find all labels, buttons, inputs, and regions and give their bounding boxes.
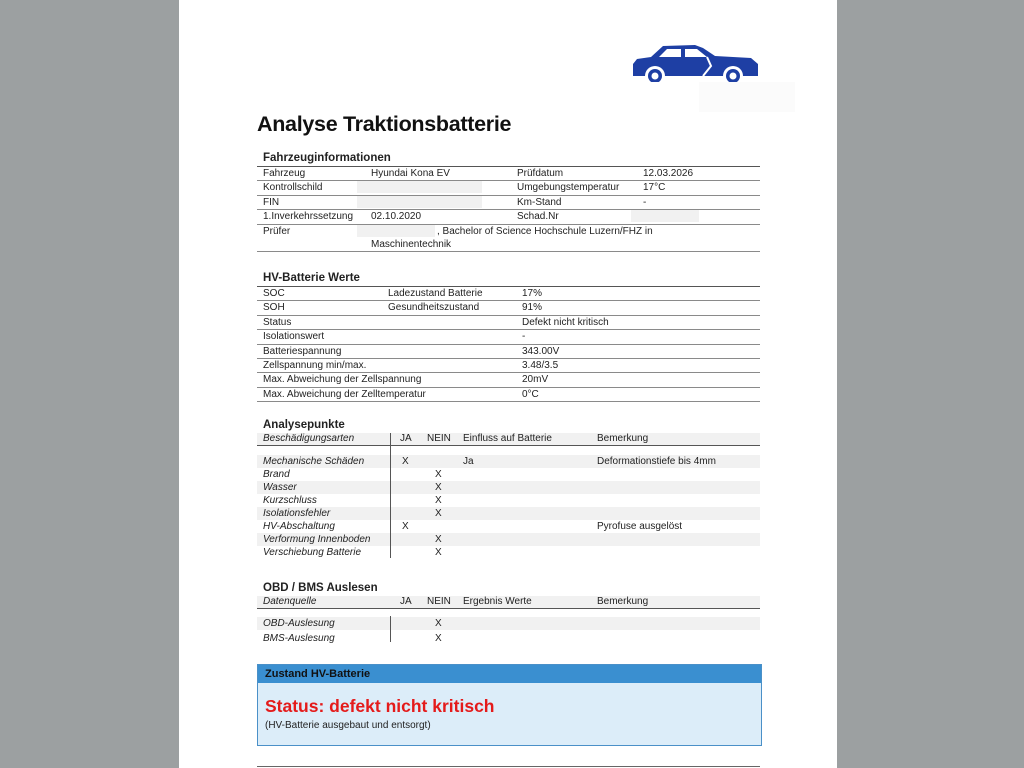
obd-item-no: X (435, 633, 442, 644)
obd-item-name: BMS-Auslesung (263, 633, 335, 644)
battery-state-heading: Zustand HV-Batterie (258, 665, 761, 683)
plate-row (257, 181, 760, 195)
logo-backdrop (699, 82, 795, 112)
cell-voltage-value: 3.48/3.5 (522, 359, 559, 371)
battery-state-status: Status: defekt nicht kritisch (265, 696, 495, 716)
obd-col-result: Ergebnis Werte (463, 596, 532, 607)
mileage-value: - (643, 196, 647, 208)
battery-value-row (257, 301, 760, 315)
analysis-divider (390, 433, 391, 558)
vehicle-row (257, 167, 760, 181)
analysis-item-name: Wasser (263, 482, 297, 493)
analysis-item-no: X (435, 547, 442, 558)
plate-label: Kontrollschild (263, 182, 323, 194)
inspector-label: Prüfer (263, 225, 291, 237)
analysis-row (257, 455, 760, 468)
analysis-row (257, 481, 760, 494)
battery-state-box (257, 664, 762, 746)
analysis-item-no: X (435, 508, 442, 519)
obd-col-remark: Bemerkung (597, 596, 649, 607)
soc-label: SOC (263, 288, 285, 299)
analysis-item-yes: X (402, 456, 409, 467)
insulation-label: Isolationswert (263, 331, 325, 343)
vehicle-label: Fahrzeug (263, 168, 306, 179)
analysis-item-remark: Pyrofuse ausgelöst (597, 521, 683, 532)
inspector-qualification: , Bachelor of Science Hochschule Luzern/FHZ in (437, 225, 653, 237)
analysis-item-name: Isolationsfehler (263, 508, 331, 519)
analysis-item-name: Brand (263, 469, 290, 480)
soh-value: 91% (522, 302, 543, 314)
obd-col-source: Datenquelle (263, 596, 317, 607)
obd-spacer (257, 609, 760, 617)
analysis-item-no: X (435, 482, 442, 493)
obd-item-no: X (435, 618, 442, 629)
battery-value-row (257, 373, 760, 387)
ambient-temp-value: 17°C (643, 182, 666, 194)
analysis-col-yes: JA (400, 433, 412, 444)
cell-voltage-dev-label: Max. Abweichung der Zellspannung (263, 374, 422, 386)
analysis-col-no: NEIN (427, 433, 451, 444)
footer-divider (257, 766, 760, 767)
vehicle-info-heading: Fahrzeuginformationen (257, 152, 760, 167)
analysis-item-name: Verformung Innenboden (263, 534, 371, 545)
analysis-row (257, 533, 760, 546)
insulation-value: - (522, 331, 526, 343)
analysis-item-no: X (435, 495, 442, 506)
analysis-col-remark: Bemerkung (597, 433, 649, 444)
soc-desc: Ladezustand Batterie (388, 288, 483, 299)
analysis-section (257, 419, 760, 559)
obd-divider (390, 616, 391, 642)
soh-label: SOH (263, 302, 285, 314)
battery-state-note: (HV-Batterie ausgebaut und entsorgt) (265, 720, 431, 731)
analysis-item-name: Kurzschluss (263, 495, 317, 506)
obd-col-yes: JA (400, 596, 412, 607)
analysis-col-damage: Beschädigungsarten (263, 433, 355, 444)
battery-values-section (257, 272, 760, 402)
obd-header-row (257, 596, 760, 609)
vin-label: FIN (263, 196, 280, 208)
vin-row (257, 196, 760, 210)
ambient-temp-label: Umgebungstemperatur (517, 182, 620, 194)
battery-values-heading: HV-Batterie Werte (257, 272, 760, 287)
analysis-row (257, 520, 760, 533)
analysis-header-row (257, 433, 760, 446)
analysis-spacer (257, 446, 760, 455)
analysis-item-name: Verschiebung Batterie (263, 547, 362, 558)
cell-voltage-dev-value: 20mV (522, 374, 549, 386)
battery-value-row (257, 359, 760, 373)
analysis-item-name: HV-Abschaltung (263, 521, 335, 532)
analysis-col-impact: Einfluss auf Batterie (463, 433, 552, 444)
obd-row (257, 617, 760, 630)
registration-label: 1.Inverkehrssetzung (263, 211, 354, 223)
battery-value-row (257, 388, 760, 402)
analysis-item-no: X (435, 534, 442, 545)
car-icon (631, 42, 759, 82)
obd-item-name: OBD-Auslesung (263, 618, 335, 629)
battery-value-row (257, 287, 760, 301)
test-date-label: Prüfdatum (517, 168, 564, 179)
inspector-qualification-cont: Maschinentechnik (371, 238, 452, 250)
analysis-row (257, 507, 760, 520)
analysis-item-yes: X (402, 521, 409, 532)
mileage-label: Km-Stand (517, 196, 562, 208)
battery-value-row (257, 316, 760, 330)
analysis-item-remark: Deformationstiefe bis 4mm (597, 456, 716, 467)
registration-row (257, 210, 760, 224)
voltage-label: Batteriespannung (263, 345, 342, 357)
soc-value: 17% (522, 288, 543, 299)
test-date-value: 12.03.2026 (643, 168, 694, 179)
cell-voltage-label: Zellspannung min/max. (263, 359, 367, 371)
vehicle-info-section (257, 152, 760, 252)
obd-col-no: NEIN (427, 596, 451, 607)
registration-value: 02.10.2020 (371, 211, 422, 223)
analysis-item-impact: Ja (463, 456, 474, 467)
inspector-row (257, 225, 760, 252)
analysis-item-name: Mechanische Schäden (263, 456, 365, 467)
document-title: Analyse Traktionsbatterie (257, 112, 512, 136)
analysis-row (257, 546, 760, 559)
analysis-heading: Analysepunkte (263, 419, 345, 431)
cell-temp-dev-label: Max. Abweichung der Zelltemperatur (263, 388, 426, 400)
battery-value-row (257, 330, 760, 344)
status-value: Defekt nicht kritisch (522, 316, 609, 328)
claim-number-label: Schad.Nr (517, 211, 559, 223)
voltage-value: 343.00V (522, 345, 560, 357)
document-page (179, 0, 837, 768)
analysis-row (257, 468, 760, 481)
analysis-item-no: X (435, 469, 442, 480)
cell-temp-dev-value: 0°C (522, 388, 539, 400)
obd-heading: OBD / BMS Auslesen (263, 582, 378, 594)
obd-row (257, 632, 760, 645)
battery-value-row (257, 345, 760, 359)
analysis-row (257, 494, 760, 507)
obd-section (257, 582, 760, 645)
vehicle-value: Hyundai Kona EV (371, 168, 450, 179)
soh-desc: Gesundheitszustand (388, 302, 480, 314)
status-label: Status (263, 316, 292, 328)
